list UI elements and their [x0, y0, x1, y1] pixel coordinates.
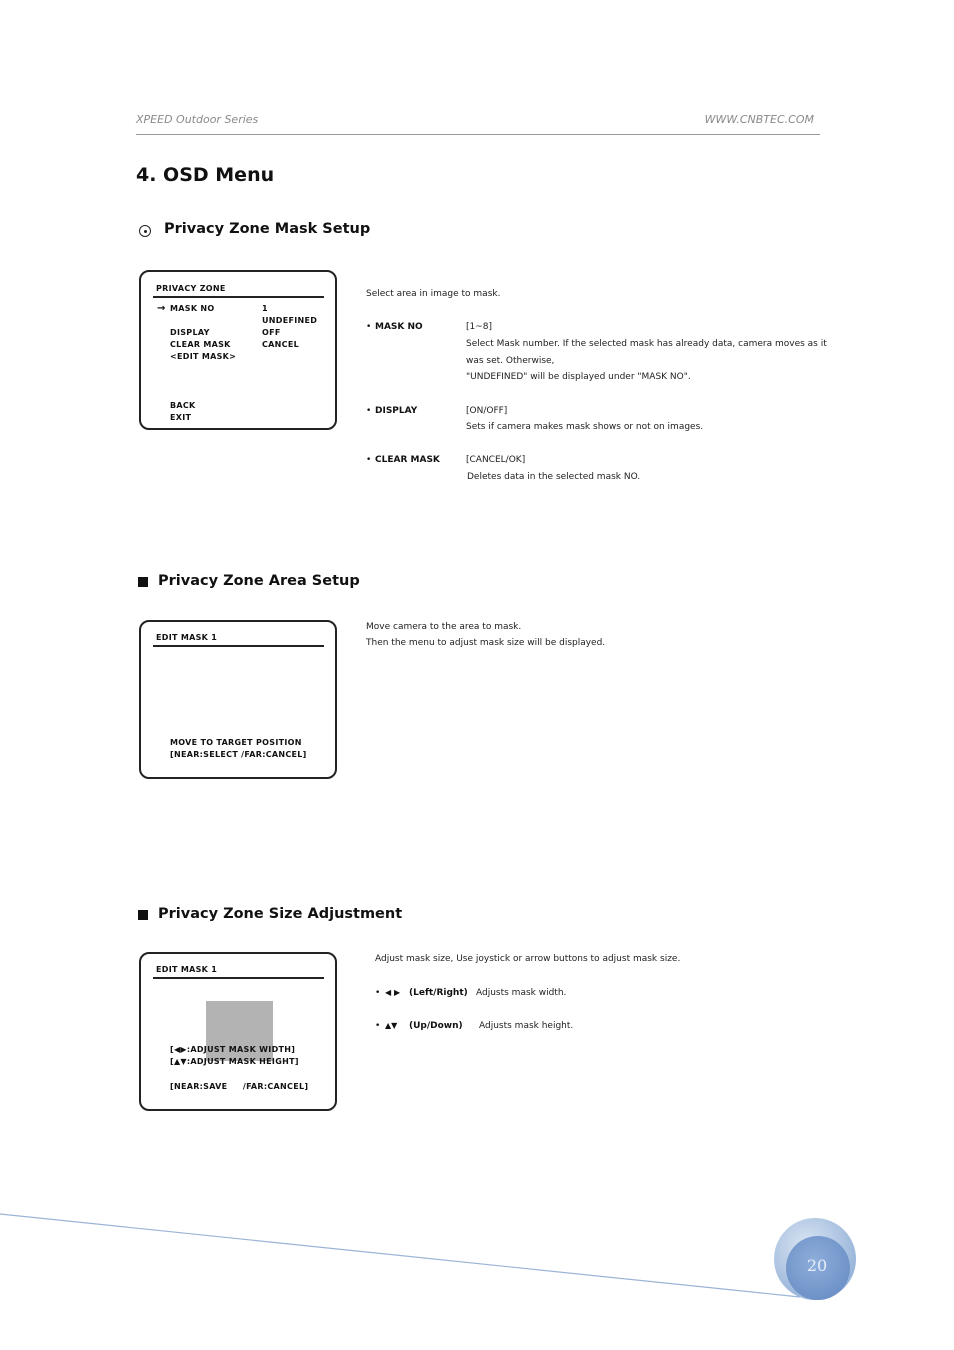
item-desc-display: Sets if camera makes mask shows or not on images.: [466, 422, 704, 432]
item-name-up-down: (Up/Down): [409, 1021, 463, 1031]
item-desc-up-down: Adjusts mask height.: [479, 1021, 574, 1031]
item-range-clear-mask: [CANCEL/OK]: [466, 455, 526, 465]
area-setup-desc-1: Move camera to the area to mask.: [366, 622, 522, 632]
osd-near-far-save: [NEAR:SAVE /FAR:CANCEL]: [170, 1082, 309, 1091]
osd-divider: [153, 296, 324, 298]
selection-arrow-icon: →: [157, 303, 166, 314]
item-desc-mask-no-1: Select Mask number. If the selected mask has already data, camera moves as it: [466, 339, 827, 349]
area-setup-desc-2: Then the menu to adjust mask size will be displayed.: [366, 638, 606, 648]
item-desc-clear-mask: Deletes data in the selected mask NO.: [467, 472, 641, 482]
osd-value-display: OFF: [262, 328, 281, 337]
osd-divider: [153, 645, 324, 647]
osd-move-target: MOVE TO TARGET POSITION: [170, 738, 302, 747]
osd-divider: [153, 977, 324, 979]
item-desc-mask-no-2: was set. Otherwise,: [466, 356, 555, 366]
osd-title: EDIT MASK 1: [156, 965, 218, 974]
header-divider: [136, 134, 820, 135]
item-bullet: •: [375, 1021, 381, 1031]
osd-label-back: BACK: [170, 401, 196, 410]
up-down-arrows-icon: ▲▼: [385, 1021, 398, 1030]
section-title-mask-setup: Privacy Zone Mask Setup: [164, 221, 371, 237]
osd-title: EDIT MASK 1: [156, 633, 218, 642]
osd-value-clear-mask: CANCEL: [262, 340, 299, 349]
item-desc-left-right: Adjusts mask width.: [476, 988, 567, 998]
item-bullet: •: [375, 988, 381, 998]
osd-label-clear-mask: CLEAR MASK: [170, 340, 231, 349]
osd-label-mask-no: MASK NO: [170, 304, 215, 313]
section-title-size-adjustment: Privacy Zone Size Adjustment: [158, 906, 403, 922]
square-bullet-icon: [138, 910, 148, 920]
item-bullet: •: [366, 455, 372, 465]
osd-title: PRIVACY ZONE: [156, 284, 226, 293]
osd-adjust-width: [◀▶:ADJUST MASK WIDTH]: [170, 1045, 296, 1054]
item-range-mask-no: [1~8]: [466, 322, 493, 332]
item-desc-mask-no-3: "UNDEFINED" will be displayed under "MASK NO".: [466, 372, 691, 382]
item-bullet: •: [366, 406, 372, 416]
osd-edit-mask-size: [139, 952, 337, 1111]
item-name-clear-mask: CLEAR MASK: [375, 455, 440, 465]
square-bullet-icon: [138, 577, 148, 587]
header-website: WWW.CNBTEC.COM: [704, 113, 814, 126]
page-title: 4. OSD Menu: [136, 164, 275, 186]
page-number: 20: [806, 1256, 828, 1275]
osd-adjust-height: [▲▼:ADJUST MASK HEIGHT]: [170, 1057, 299, 1066]
osd-privacy-zone-menu: [139, 270, 337, 430]
osd-edit-mask-area: [139, 620, 337, 779]
osd-value-mask-no: 1: [262, 304, 268, 313]
osd-label-edit-mask: <EDIT MASK>: [170, 352, 237, 361]
osd-value-undefined: UNDEFINED: [262, 316, 318, 325]
osd-label-display: DISPLAY: [170, 328, 210, 337]
size-adjust-intro: Adjust mask size, Use joystick or arrow buttons to adjust mask size.: [375, 954, 681, 964]
osd-near-far-select: [NEAR:SELECT /FAR:CANCEL]: [170, 750, 307, 759]
circle-bullet-icon: [139, 225, 151, 237]
item-name-left-right: (Left/Right): [409, 988, 468, 998]
header-series-name: XPEED Outdoor Series: [136, 113, 259, 126]
section-title-area-setup: Privacy Zone Area Setup: [158, 573, 360, 589]
item-bullet: •: [366, 322, 372, 332]
mask-setup-intro: Select area in image to mask.: [366, 289, 501, 299]
left-right-arrows-icon: ◀ ▶: [385, 988, 401, 997]
item-name-display: DISPLAY: [375, 406, 418, 416]
osd-label-exit: EXIT: [170, 413, 192, 422]
item-range-display: [ON/OFF]: [466, 406, 508, 416]
item-name-mask-no: MASK NO: [375, 322, 423, 332]
